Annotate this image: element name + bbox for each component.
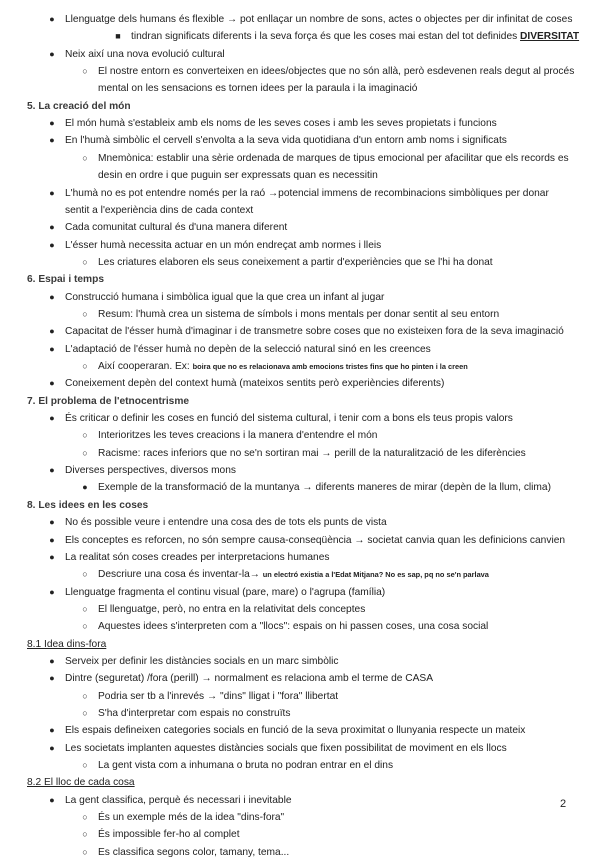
circle-bullet-icon: ○ [82,812,88,823]
bullet-icon: ● [49,187,55,198]
bullet-icon: ● [49,326,55,337]
line-text [27,499,592,512]
circle-bullet-icon: ○ [82,152,88,163]
bullet-icon: ● [49,14,55,24]
line-text-main: La gent classifica, perquè és necessari i inevitable [65,794,292,806]
line-text [98,308,592,321]
bullet-icon: ● [49,551,55,562]
line-text-main: Exemple de la transformació de la muntanya → diferents maneres de mirar (depèn de la llum, clima) [98,482,551,494]
circle-bullet-icon: ○ [82,846,88,857]
bullet-icon: ● [49,48,55,59]
line-text [27,273,592,286]
line-text-main: Neix així una nova evolució cultural [65,48,225,60]
line-text [65,204,592,217]
line-text [65,794,592,807]
line-text-main: Coneixement depèn del context humà (mateixos sentits però experiències diferents) [65,378,445,390]
line-text [98,481,592,494]
bullet-icon: ● [49,655,55,666]
line-text-main: S'ha d'interpretar com espais no construïts [98,708,291,719]
bullet-icon: ● [49,239,55,250]
bullet-icon: ● [49,465,55,476]
bullet-icon: ● [49,291,55,302]
line-text [98,65,592,78]
line-text [65,134,592,147]
line-text-main: És un exemple més de la idea "dins-fora" [98,812,285,824]
line-text-main: L'adaptació de l'ésser humà no depèn de la selecció natural sinó en les creences [65,343,431,355]
line-text-main: Resum: l'humà crea un sistema de símbols i mons mentals per donar sentit al seu entorn [98,308,500,320]
line-text-main: Aquestes idees s'interpreten com a "llocs": espais on hi passen coses, una cosa social [98,621,489,633]
circle-bullet-icon: ○ [82,690,88,701]
bullet-icon: ● [49,413,55,424]
line-text-main: Les criatures elaboren els seus coneixement a partir d'experiències que se l'hi ha donat [98,256,493,268]
line-text [65,291,592,304]
line-text-main: És criticar o definir les coses en funció del sistema cultural, i tenir com a bons els teus propis valors [65,413,513,425]
line-text [131,30,592,43]
line-text [65,377,592,390]
line-text-main: L'ésser humà necessita actuar en un món endreçat amb normes i lleis [65,239,382,251]
line-text-main: 8.1 Idea dins-fora [27,638,107,650]
line-text [98,82,592,95]
line-text-main: Les societats implanten aquestes distàncies socials que fixen possibilitat de moviment en els llocs [65,742,507,754]
bullet-icon: ● [49,118,55,129]
line-text-main: El llenguatge, però, no entra en la relativitat dels conceptes [98,603,366,615]
line-text [98,447,592,460]
circle-bullet-icon: ○ [82,256,88,267]
line-text [27,100,592,113]
square-bullet-icon: ■ [115,31,121,42]
line-text [27,776,592,789]
line-text-main: 8. Les idees en les coses [27,499,149,511]
line-text [65,742,592,755]
small-note-text: un electró existia a l'Edat Mitjana? No es sap, pq no se'n parlava [262,570,489,580]
bullet-icon: ● [49,135,55,146]
line-text-main: Mnemònica: establir una sèrie ordenada de marques de tipus emocional per afacilitar que els records es [98,152,569,164]
line-text [98,152,592,165]
line-text-main: Serveix per definir les distàncies socials en un marc simbòlic [65,655,339,667]
bullet-icon: ● [49,534,55,545]
line-text-main: mental on les sensacions es tornen idees per la paraula i la imaginació [98,83,418,95]
circle-bullet-icon: ○ [82,66,88,77]
circle-bullet-icon: ○ [82,708,88,718]
emphasis-text: DIVERSITAT [520,31,580,43]
line-text-main: Els espais defineixen categories socials en funció de la seva proximitat o llunyania respecte un mateix [65,725,526,737]
circle-bullet-icon: ○ [82,569,88,580]
bullet-icon: ● [82,482,88,493]
line-text-main: L'humà no es pot entendre només per la raó →potencial immens de recombinacions simbòliques per donar [65,187,549,199]
line-text [65,464,592,477]
line-text-main: tindran significats diferents i la seva força és que les coses mai estan del tot definides [131,31,521,43]
bullet-icon: ● [49,378,55,389]
line-text [65,551,592,564]
line-text-main: Així cooperaran. Ex: [98,361,193,372]
line-text-main: Els conceptes es reforcen, no són sempre causa-conseqüència → societat canvia quan les definicions canvien [65,534,566,546]
bullet-icon: ● [49,586,55,597]
line-text-main: 8.2 El lloc de cada cosa [27,777,135,789]
line-text-main: 5. La creació del món [27,100,131,112]
line-text-main: Dintre (seguretat) /fora (perill) → normalment es relaciona amb el terme de CASA [65,673,434,685]
bullet-icon: ● [49,343,55,354]
line-text-main: 6. Espai i temps [27,274,105,286]
line-text [65,586,592,599]
line-text-main: El nostre entorn es converteixen en idees/objectes que no són allà, però esdevenen reals degut al procés [98,66,575,78]
line-text-main: Es classifica segons color, tamany, tema... [98,846,290,858]
line-text [98,811,592,824]
line-text [65,239,592,252]
line-text-main: Llenguatge fragmenta el continu visual (pare, mare) o l'agrupa (família) [65,586,386,598]
circle-bullet-icon: ○ [82,621,88,632]
line-text [98,568,592,581]
line-text [65,655,592,668]
line-text-main: Diverses perspectives, diversos mons [65,465,236,477]
line-text [98,690,592,703]
line-text [65,325,592,338]
line-text-main: Podria ser tb a l'inrevés → "dins" lligat i "fora" llibertat [98,690,339,702]
line-text [98,256,592,269]
line-text-main: La realitat són coses creades per interpretacions humanes [65,551,330,563]
circle-bullet-icon: ○ [82,447,88,458]
line-text [65,534,592,547]
line-text-main: El món humà s'estableix amb els noms de les seves coses i amb les seves propietats i funcions [65,118,497,130]
bullet-icon: ● [49,742,55,753]
bullet-icon: ● [49,673,55,684]
line-text-main: La gent vista com a inhumana o bruta no podran entrar en el dins [98,760,394,772]
bullet-icon: ● [49,222,55,233]
line-text-main: 7. El problema de l'etnocentrisme [27,395,190,407]
circle-bullet-icon: ○ [82,308,88,319]
line-text [27,638,592,651]
line-text [65,412,592,425]
line-text-main: Descriure una cosa és inventar-la→ [98,569,263,581]
circle-bullet-icon: ○ [82,361,88,371]
bullet-icon: ● [49,794,55,805]
line-text [65,48,592,61]
line-text [65,117,592,130]
line-text-main: Racisme: races inferiors que no se'n sortiran mai → perill de la naturalització de les diferències [98,447,526,459]
line-text [98,707,592,720]
line-text [65,187,592,200]
line-text [65,672,592,685]
line-text [65,724,592,737]
circle-bullet-icon: ○ [82,760,88,771]
line-text-main: Interioritzes les teves creacions i la manera d'entendre el món [98,430,378,442]
line-text-main: desin en ordre i que puguin ser expressats quan es necessitin [98,170,378,182]
line-text [98,360,592,373]
line-text-main: És impossible fer-ho al complet [98,829,240,841]
line-text-main: En l'humà simbòlic el cervell s'envolta a la seva vida quotidiana d'un entorn amb noms i significats [65,135,507,147]
line-text-main: Capacitat de l'ésser humà d'imaginar i de transmetre sobre coses que no existeixen fora de la seva imaginació [65,326,564,338]
bullet-icon: ● [49,725,55,736]
circle-bullet-icon: ○ [82,430,88,441]
line-text [65,221,592,234]
line-text-main: sentit a l'experiència dins de cada context [65,204,254,216]
line-text-main: Construcció humana i simbòlica igual que la que crea un infant al jugar [65,291,385,303]
line-text [98,759,592,772]
bullet-icon: ● [49,517,55,528]
page-number: 2 [560,798,567,810]
line-text [27,395,592,408]
line-text [98,169,592,182]
circle-bullet-icon: ○ [82,603,88,614]
line-text [98,620,592,633]
line-text [65,516,592,529]
circle-bullet-icon: ○ [82,829,88,840]
line-text [65,343,592,356]
line-text-main: Llenguatge dels humans és flexible → pot enllaçar un nombre de sons, actes o objectes per dir infinitat de coses [65,14,573,25]
line-text [98,603,592,616]
small-note-text: boira que no es relacionava amb emocions tristes fins que ho pinten i la creen [192,362,468,371]
line-text-main: No és possible veure i entendre una cosa des de tots els punts de vista [65,517,387,529]
line-text-main: Cada comunitat cultural és d'una manera diferent [65,222,288,234]
line-text [98,828,592,841]
line-text [65,13,592,26]
line-text [98,429,592,442]
